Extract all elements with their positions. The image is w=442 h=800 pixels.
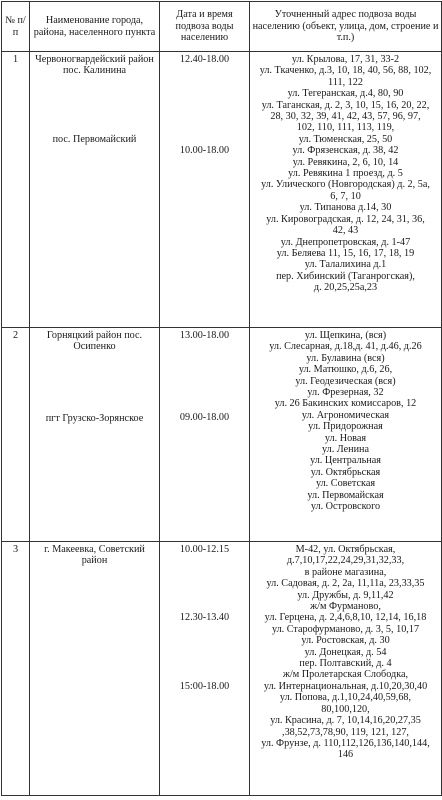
address-line: ул. Фрезерная, 32 <box>307 387 384 399</box>
delivery-time: 15:00-18.00 <box>179 680 230 692</box>
locality-cell <box>30 52 160 328</box>
address-line: ул. Ткаченко, д.3, 10, 18, 40, 56, 88, 102, <box>259 65 432 77</box>
address-line: ул. Талалихина д.1 <box>304 259 387 271</box>
address-line: ул. Центральная <box>310 455 381 467</box>
address-line: д. 20,25,25а,23 <box>313 282 378 294</box>
address-line: 80,100,120, <box>321 703 370 715</box>
address-line: ул. Фрязенская, д. 38, 42 <box>292 145 399 157</box>
table-row <box>2 52 442 328</box>
locality-cell <box>30 542 160 796</box>
header-time: Дата и время подвоза воды населению <box>160 2 250 52</box>
address-line: 6, 7, 10 <box>330 190 361 202</box>
delivery-time: 10.00-12.15 <box>179 544 230 555</box>
address-line: ул. Попова, д.1,10,24,40,59,68, <box>279 692 412 704</box>
delivery-time: 13.00-18.00 <box>179 330 230 341</box>
address-line: ул. Придорожная <box>308 421 383 433</box>
locality-name: пгт Грузско-Зорянское <box>45 412 144 424</box>
address-line: 102, 110, 111, 113, 119, <box>296 122 395 134</box>
address-line: пер. Полтавский, д. 4 <box>299 658 392 670</box>
locality-cell <box>30 328 160 542</box>
address-line: ул. Красина, д. 7, 10,14,16,20,27,35 <box>270 715 421 727</box>
time-cell <box>160 542 250 796</box>
address-line: ул. Ревякина 1 проезд, д. 5 <box>288 168 403 180</box>
address-line: ул. Ростовская, д. 30 <box>301 635 390 647</box>
locality-name: г. Макеевка, Советский район <box>44 544 145 567</box>
address-line: ул. Кировоградская, д. 12, 24, 31, 36, <box>266 213 425 225</box>
address-line: 146 <box>337 749 354 761</box>
address-line: ул. Днепропетровская, д. 1-47 <box>280 236 411 248</box>
address-line: ул. Садовая, д. 2, 2а, 11,11а, 23,33,35 <box>266 578 425 590</box>
locality-name: Горняцкий район пос. Осипенко <box>46 330 143 353</box>
address-line: ул. Таганская, д. 2, 3, 10, 15, 16, 20, 22, <box>261 99 430 111</box>
address-line: ул. Матюшко, д.6, 26, <box>298 364 393 376</box>
address-line: ул. Дружбы, д. 9,11,42 <box>297 589 394 601</box>
address-line: ул. Фрунзе, д. 110,112,126,136,140,144, <box>261 737 430 749</box>
address-line: ул. Герцена, д. 2,4,6,8,10, 12,14, 16,18 <box>264 612 427 624</box>
address-line: 42, 43 <box>332 225 359 237</box>
address-line: ул. Геодезическая (вся) <box>295 375 396 387</box>
delivery-time: 12.30-13.40 <box>179 612 230 624</box>
address-line: ж/м Фурманово, <box>310 601 381 613</box>
delivery-time: 12.40-18.00 <box>179 54 230 65</box>
locality-name: Червоногвардейский район пос. Калинина <box>35 54 154 77</box>
address-line: в районе магазина, <box>304 566 387 578</box>
locality-name: пос. Первомайский <box>52 133 137 145</box>
header-locality: Наименование города, района, населенного пункта <box>30 2 160 52</box>
address-cell <box>250 52 442 328</box>
address-line: ул. Донецкая, д. 54 <box>304 646 387 658</box>
address-line: ул. Ревякина, 2, 6, 10, 14 <box>292 156 399 168</box>
address-line: М-42, ул. Октябрьская, <box>295 544 396 555</box>
time-cell <box>160 52 250 328</box>
delivery-time: 09.00-18.00 <box>179 412 230 424</box>
address-line: пер. Хибинский (Таганрогская), <box>276 270 415 282</box>
address-line: ул. Улического (Новгородская) д. 2, 5а, <box>261 179 430 191</box>
header-number: № п/п <box>2 2 30 52</box>
header-address: Уточненный адрес подвоза воды населению (объект, улица, дом, строение и т.п.) <box>250 2 442 52</box>
address-line: ж/м Пролетарская Слободка, <box>282 669 409 681</box>
address-line: ул. Новая <box>324 432 367 444</box>
address-line: ,38,52,73,78,90, 119, 121, 127, <box>282 726 409 738</box>
address-cell <box>250 328 442 542</box>
address-line: ул. Агрономическая <box>301 409 390 421</box>
address-line: ул. Ленина <box>321 444 370 456</box>
table-header <box>2 2 442 52</box>
water-delivery-table <box>1 1 442 796</box>
address-line: д.7,10,17,22,24,29,31,32,33, <box>286 555 405 567</box>
address-line: ул. Типанова д.14, 30 <box>299 202 392 214</box>
time-cell <box>160 328 250 542</box>
address-line: ул. Старофурманово, д. 3, 5, 10,17 <box>271 623 420 635</box>
address-line: ул. 26 Бакинских комиссаров, 12 <box>274 398 417 410</box>
row-number: 1 <box>2 52 30 328</box>
address-cell <box>250 542 442 796</box>
address-line: ул. Тегеранская, д.4, 80, 90 <box>287 88 404 100</box>
address-line: ул. Островского <box>310 501 381 513</box>
address-line: ул. Октябрьская <box>310 466 381 478</box>
address-line: ул. Тюменская, 25, 50 <box>298 133 393 145</box>
table-row <box>2 328 442 542</box>
address-line: ул. Щепкина, (вся) <box>304 330 387 341</box>
row-number: 2 <box>2 328 30 542</box>
address-line: ул. Интернациональная, д.10,20,30,40 <box>263 680 428 692</box>
address-line: 111, 122 <box>328 76 363 88</box>
delivery-time: 10.00-18.00 <box>179 145 230 157</box>
address-line: ул. Булавина (вся) <box>306 352 385 364</box>
address-line: ул. Слесарная, д.18,д. 41, д.46, д.26 <box>269 341 422 353</box>
address-line: ул. Первомайская <box>307 489 384 501</box>
row-number: 3 <box>2 542 30 796</box>
address-line: ул. Крылова, 17, 31, 33-2 <box>291 54 400 65</box>
address-line: ул. Советская <box>315 478 376 490</box>
address-line: 28, 30, 32, 39, 41, 42, 43, 57, 96, 97, <box>270 111 421 123</box>
address-line: ул. Беляева 11, 15, 16, 17, 18, 19 <box>276 247 415 259</box>
table-row <box>2 542 442 796</box>
